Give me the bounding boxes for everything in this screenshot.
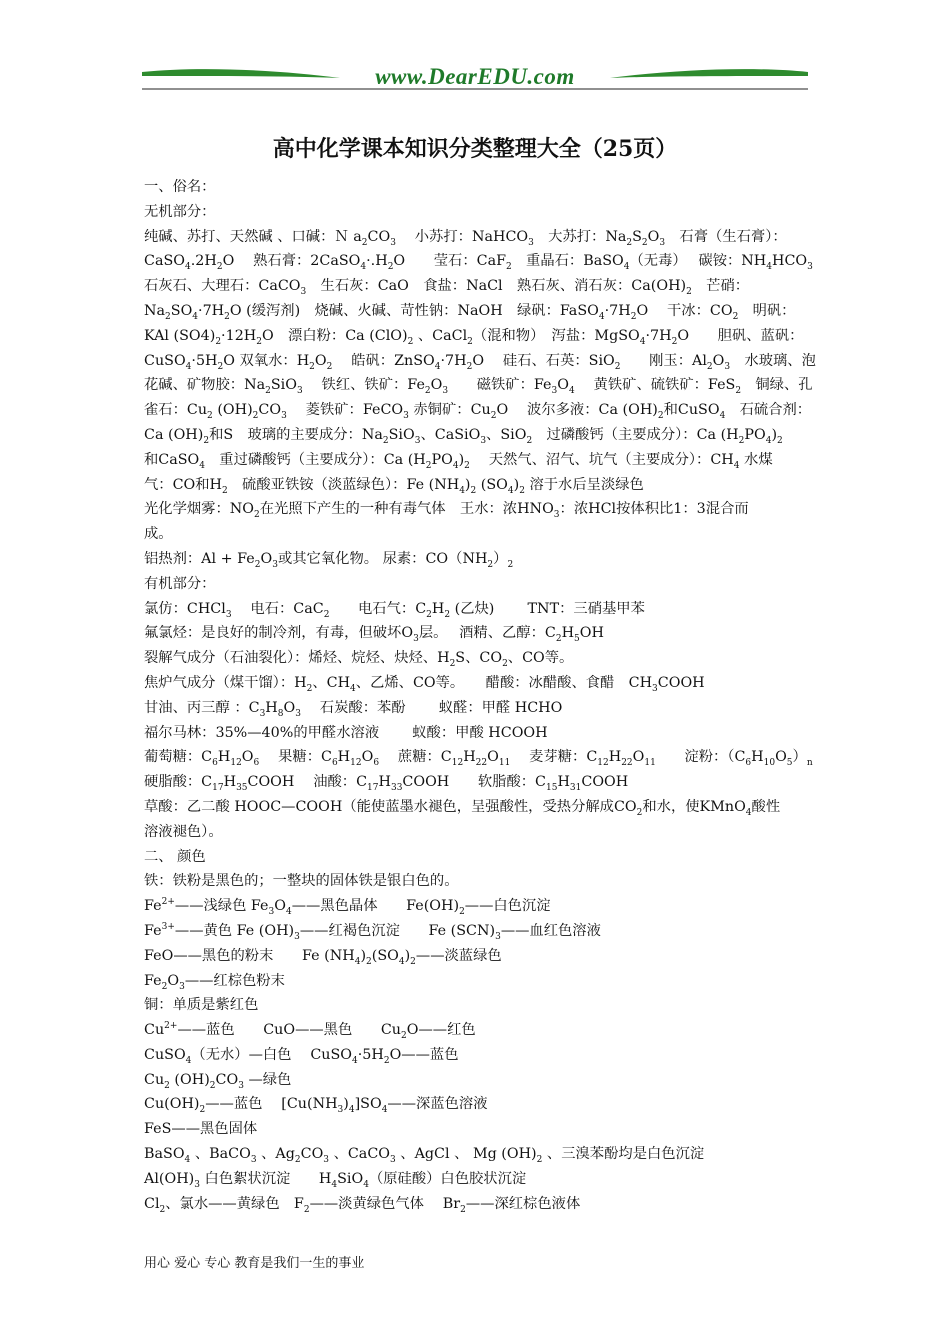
document-title: 高中化学课本知识分类整理大全（25页） <box>272 136 678 162</box>
text-line: 二、 颜色 <box>144 848 206 865</box>
text-line: 和CaSO$_4$ 重过磷酸钙（主要成分）：Ca $(H_2PO_4)_2$ 天然气、沼气、坑气（主要成分）：$CH_4$ 水煤 <box>144 451 773 471</box>
text-line: $CuSO_4\cdot 5H_2O$ 双氧水：$H_2O_2$ 皓矾：$ZnSO_4\cdot 7H_2O$ 硅石、石英：SiO$_2$ 刚玉：$Al_2O_3$ 水玻璃、泡 <box>144 352 816 372</box>
text-line: $CaSO_4.2H_2O$ 熟石膏：$2CaSO_4\cdot.H_2O$ 莹石：CaF$_2$ 重晶石：BaSO$_4$（无毒） 碳铵：$NH_4HCO_3$ <box>144 253 813 273</box>
text-line: $Cu^{2+}——$蓝色 CuO——黑色 $Cu_2O——$红色 <box>144 1021 476 1041</box>
text-line: 成。 <box>144 526 173 543</box>
text-line: $Na_2SO_4\cdot 7H_2O$ (缓泻剂) 烧碱、火碱、苛性钠：NaOH 绿矾：$FaSO_4\cdot 7H_2O$ 干冰：$CO_2$ 明矾： <box>144 302 796 322</box>
text-line: 铝热剂：$Al + Fe_2O_3$或其它氧化物。 尿素：$CO(NH_2)_2$ <box>144 550 514 570</box>
text-line: $Al(OH)_3$ 白色絮状沉淀 $H_4SiO_4$（原硅酸）白色胶状沉淀 <box>144 1170 527 1190</box>
text-line: 有机部分： <box>144 575 216 592</box>
text-line: Ca $(OH)_2$和S 玻璃的主要成分：$Na_2SiO_3$、CaSiO$_3$、SiO$_2$ 过磷酸钙（主要成分）：Ca $(H_2PO_4)_2$ <box>144 426 783 446</box>
text-line: $Fe^{2+}——$浅绿色 $Fe_3O_4——$黑色晶体 $Fe(OH)_2——$白色沉淀 <box>144 897 551 917</box>
text-line: $Cu_2$ $(OH)_2CO_3$ —绿色 <box>144 1071 292 1091</box>
text-line: 铁：铁粉是黑色的；一整块的固体铁是银白色的。 <box>144 873 459 890</box>
site-logo: www.DearEDU.com <box>375 64 575 89</box>
text-line: FeS——黑色固体 <box>144 1121 258 1138</box>
text-line: 花碱、矿物胶：$Na_2SiO_3$ 铁红、铁矿：$Fe_2O_3$ 磁铁矿：$Fe_3O_4$ 黄铁矿、硫铁矿：FeS$_2$ 铜绿、孔 <box>144 377 813 397</box>
text-line: FeO——黑色的粉末 Fe $(NH_4)_2(SO_4)_2——$淡蓝绿色 <box>144 947 502 967</box>
text-line: 草酸：乙二酸 HOOC—COOH（能使蓝墨水褪色，呈强酸性，受热分解成$CO_2$和水，使KMnO$_4$酸性 <box>144 798 781 818</box>
text-line: KAl $(SO4)_2\cdot 12H_2O$ 漂白粉：Ca $(ClO)_2$ 、CaCl$_2$（混和物） 泻盐：$MgSO_4\cdot 7H_2O$ 胆矾、蓝矾： <box>144 327 804 347</box>
text-line: 光化学烟雾：$NO_2$在光照下产生的一种有毒气体 王水：浓$HNO_3$：浓HCl按体积比1：3混合而 <box>144 501 749 521</box>
text-line: $Fe_2O_3——$红棕色粉末 <box>144 972 285 992</box>
text-line: 焦炉气成分（煤干馏）：$H_2$、$CH_4$、乙烯、CO等。 醋酸：冰醋酸、食醋 $CH_3COOH$ <box>144 674 705 694</box>
text-line: BaSO$_4$ 、BaCO$_3$ 、$Ag_2CO_3$ 、CaCO$_3$ 、AgCl 、 Mg $(OH)_2$ 、三溴苯酚均是白色沉淀 <box>144 1146 705 1165</box>
text-line: 硬脂酸：$C_{17}H_{35}COOH$ 油酸：$C_{17}H_{33}COOH$ 软脂酸：$C_{15}H_{31}COOH$ <box>144 774 629 793</box>
text-line: CuSO$_4$（无水）—白色 $CuSO_4\cdot 5H_2O——$蓝色 <box>144 1046 459 1066</box>
text-line: 气：CO和$H_2$ 硫酸亚铁铵（淡蓝绿色）：Fe $(NH_4)_2$ $(SO_4)_2$ 溶于水后呈淡绿色 <box>144 476 644 496</box>
text-line: 氯仿：CHCl$_3$ 电石：CaC$_2$ 电石气：$C_2H_2$ (乙炔) TNT：三硝基甲苯 <box>144 600 645 620</box>
text-line: 一、俗名： <box>144 179 216 195</box>
text-line: 裂解气成分（石油裂化）：烯烃、烷烃、炔烃、$H_2S$、$CO_2$、CO等。 <box>144 650 574 669</box>
text-line: $Fe^{3+}——$黄色 Fe $(OH)_3——$红褐色沉淀 Fe $(SCN)_3——$血红色溶液 <box>144 922 601 942</box>
page-footer: 用心 爱心 专心 教育是我们一生的事业 <box>144 1256 365 1271</box>
text-line: 福尔马林：35%—40%的甲醛水溶液 蚁酸：甲酸 HCOOH <box>144 724 548 741</box>
document-body <box>144 175 816 1216</box>
text-line: 甘油、丙三醇 ：$C_3H_8O_3$ 石炭酸：苯酚 蚁醛：甲醛 HCHO <box>144 699 563 719</box>
text-line: $Cl_2$、氯水——黄绿色 $F_2——$淡黄绿色气体 $Br_2——$深红棕色液体 <box>144 1195 581 1215</box>
text-line: 石灰石、大理石：CaCO$_3$ 生石灰：CaO 食盐：NaCl 熟石灰、消石灰：$Ca(OH)_2$ 芒硝： <box>144 278 750 298</box>
text-line: 氟氯烃：是良好的制冷剂，有毒，但破坏$O_3$层。 酒精、乙醇：$C_2H_5OH$ <box>144 625 604 645</box>
text-line: 纯碱、苏打、天然碱 、口碱：Ｎ $a_2CO_3$ 小苏打：NaHCO$_3$ 大苏打：$Na_2S_2O_3$ 石膏（生石膏）： <box>144 228 787 248</box>
header-banner <box>140 62 810 94</box>
text-line: 铜：单质是紫红色 <box>144 997 259 1014</box>
text-line: 雀石：$Cu_2$ $(OH)_2CO_3$ 菱铁矿：FeCO$_3$ 赤铜矿：$Cu_2O$ 波尔多液：Ca $(OH)_2$和CuSO$_4$ 石硫合剂： <box>144 402 812 422</box>
text-line: $Cu(OH)_2——$蓝色 $[Cu(NH_3)_4]SO_4——$深蓝色溶液 <box>144 1096 488 1116</box>
text-line: 溶液褪色）。 <box>144 823 223 840</box>
text-line: 葡萄糖：$C_6H_{12}O_6$ 果糖：$C_6H_{12}O_6$ 蔗糖：$C_{12}H_{22}O_{11}$ 麦芽糖：$C_{12}H_{22}O_{11}$ 淀粉：$(C_6H_{10}O_5)_n$ <box>144 749 813 769</box>
text-line: 无机部分： <box>144 203 216 220</box>
